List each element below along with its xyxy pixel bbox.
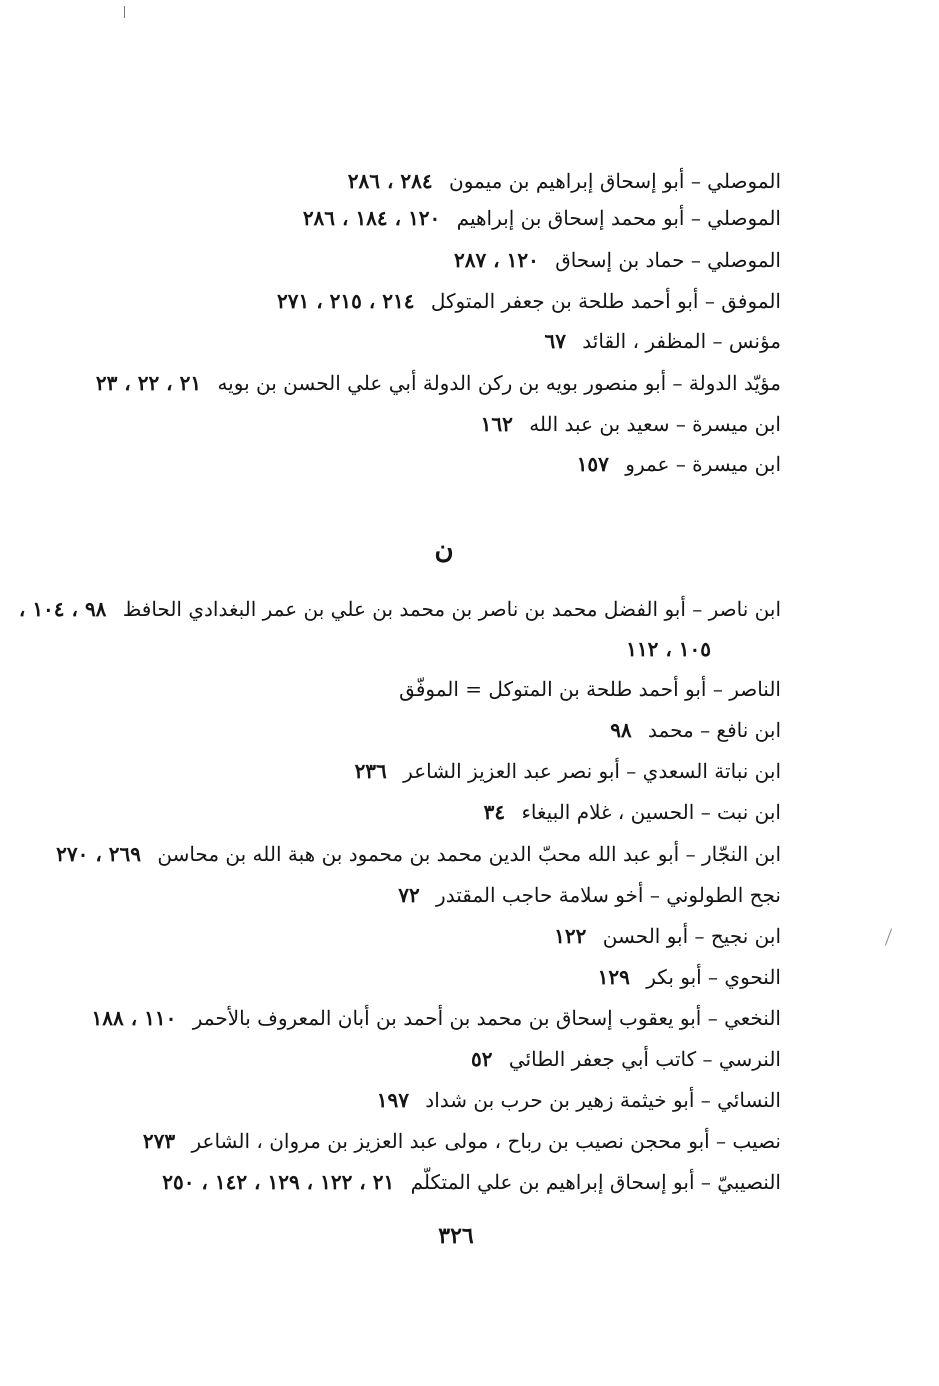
index-entry	[544, 320, 781, 362]
entry-page-numbers: ١٩٧	[376, 1088, 409, 1112]
entry-page-numbers: ٢٣٦	[354, 759, 387, 783]
entry-page-numbers: ٩٨ ، ١٠٤ ،	[18, 597, 107, 621]
index-entry	[610, 709, 781, 751]
index-entry	[162, 1161, 781, 1203]
index-entry	[277, 280, 781, 322]
entry-page-numbers: ٩٨	[610, 718, 632, 742]
index-entry	[355, 750, 781, 792]
page-number: ٣٢٦	[438, 1223, 474, 1249]
entry-page-numbers: ١١٠ ، ١٨٨	[91, 1006, 177, 1030]
entry-text: النحوي – أبو بكر	[646, 965, 781, 989]
entry-text: ابن ميسرة – سعيد بن عبد الله	[529, 412, 781, 436]
index-entry	[348, 160, 781, 202]
index-entry	[143, 1120, 781, 1162]
entry-page-numbers: ٧٢	[398, 883, 420, 907]
entry-text: نصيب – أبو محجن نصيب بن رباح ، مولى عبد العزيز بن مروان ، الشاعر	[191, 1129, 781, 1153]
entry-page-numbers: ١٥٧	[576, 452, 609, 476]
section-heading: ن	[434, 535, 454, 565]
entry-page-numbers: ٢٧٣	[142, 1129, 176, 1153]
entry-page-numbers: ٢٦٩ ، ٢٧٠	[56, 842, 141, 866]
entry-text: مؤنس – المظفر ، القائد	[582, 329, 781, 353]
entry-text: الموصلي – حماد بن إسحاق	[555, 248, 781, 272]
index-entry	[56, 833, 781, 875]
index-entry	[454, 239, 781, 281]
entry-continuation	[626, 628, 721, 670]
index-entry	[484, 791, 781, 833]
entry-text: ابن ناصر – أبو الفضل محمد بن ناصر بن محمد بن علي بن عمر البغدادي الحافظ	[122, 597, 781, 621]
entry-page-numbers: ١٢٩	[597, 965, 630, 989]
entry-text: نجح الطولوني – أخو سلامة حاجب المقتدر	[436, 883, 781, 907]
entry-text: ابن نباتة السعدي – أبو نصر عبد العزيز الشاعر	[403, 759, 781, 783]
index-entry	[554, 915, 781, 957]
index-entry	[481, 403, 781, 445]
index-entry	[92, 997, 781, 1039]
entry-page-numbers: ٢٨٤ ، ٢٨٦	[347, 169, 433, 193]
index-entry	[577, 443, 781, 485]
entry-text: ابن ميسرة – عمرو	[625, 452, 781, 476]
entry-page-numbers: ٢١ ، ١٢٢ ، ١٢٩ ، ١٤٢ ، ٢٥٠	[162, 1170, 395, 1194]
index-entry	[598, 956, 781, 998]
index-entry	[399, 668, 781, 710]
entry-text: النخعي – أبو يعقوب إسحاق بن محمد بن أحمد بن أبان المعروف بالأحمر	[192, 1006, 781, 1030]
entry-page-numbers: ٣٤	[483, 800, 506, 824]
entry-page-numbers: ١٦٢	[480, 412, 513, 436]
entry-page-numbers: ١٢٠ ، ٢٨٧	[453, 248, 539, 272]
entry-page-numbers: ١٢٠ ، ١٨٤ ، ٢٨٦	[302, 206, 441, 230]
index-entry	[377, 1079, 781, 1121]
entry-text: مؤيّد الدولة – أبو منصور بويه بن ركن الدولة أبي علي الحسن بن بويه	[217, 371, 781, 395]
entry-text: الموصلي – أبو محمد إسحاق بن إبراهيم	[456, 206, 781, 230]
entry-page-numbers: ٢١ ، ٢٢ ، ٢٣	[95, 371, 202, 395]
entry-text: ابن نجيح – أبو الحسن	[602, 924, 781, 948]
scan-mark	[885, 928, 892, 945]
entry-page-numbers: ٦٧	[544, 329, 566, 353]
entry-text: الموفق – أبو أحمد طلحة بن جعفر المتوكل	[430, 289, 781, 313]
index-entry	[398, 874, 781, 916]
index-entry	[303, 197, 781, 239]
entry-text: ابن نافع – محمد	[648, 718, 781, 742]
entry-page-numbers: ١٢٢	[554, 924, 587, 948]
scan-mark	[124, 6, 125, 18]
entry-text: النسائي – أبو خيثمة زهير بن حرب بن شداد	[425, 1088, 781, 1112]
entry-text: ابن النجّار – أبو عبد الله محبّ الدين محمد بن محمود بن هبة الله بن محاسن	[157, 842, 781, 866]
entry-text: النصيبيّ – أبو إسحاق إبراهيم بن علي المتكلّم	[410, 1170, 781, 1194]
index-entry	[471, 1038, 781, 1080]
index-entry	[95, 362, 781, 404]
index-entry	[18, 588, 781, 630]
entry-text: الموصلي – أبو إسحاق إبراهيم بن ميمون	[449, 169, 781, 193]
entry-page-numbers: ٥٢	[471, 1047, 493, 1071]
entry-text: الناصر – أبو أحمد طلحة بن المتوكل = الموفّق	[399, 677, 781, 701]
entry-page-numbers: ١٠٥ ، ١١٢	[626, 637, 711, 661]
entry-text: ابن نبت – الحسين ، غلام البيغاء	[521, 800, 781, 824]
entry-text: النرسي – كاتب أبي جعفر الطائي	[508, 1047, 781, 1071]
entry-page-numbers: ٢١٤ ، ٢١٥ ، ٢٧١	[277, 289, 415, 313]
